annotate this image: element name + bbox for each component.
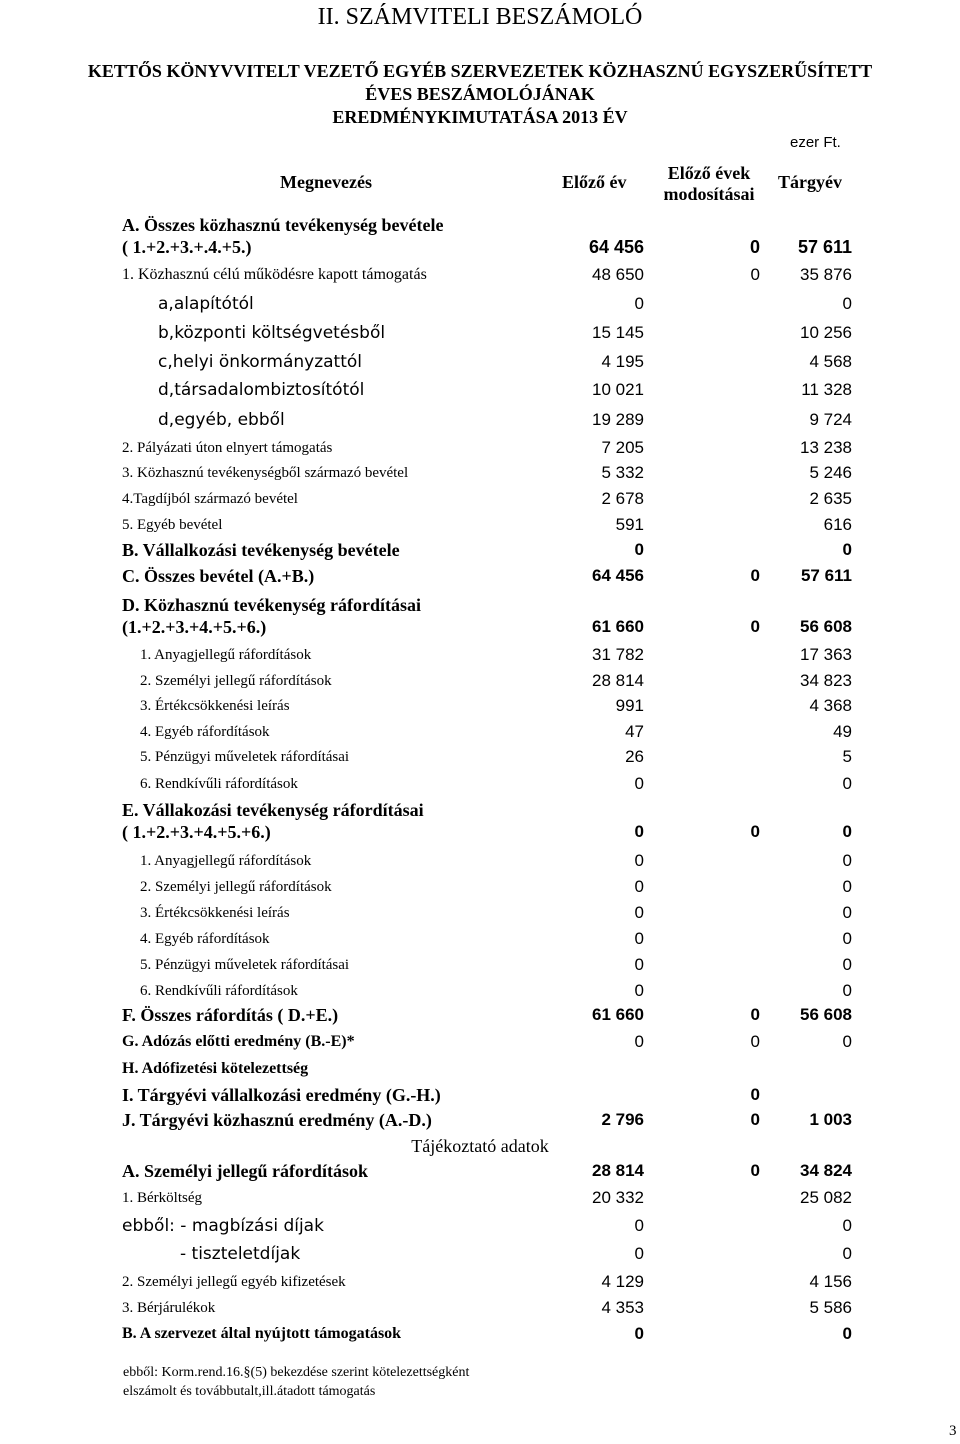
row-label [122,1322,401,1346]
row-label [122,1083,441,1107]
table-row [0,321,960,345]
value-prev: 26 [625,747,644,766]
value-prev: 10 021 [592,380,644,399]
row-label [122,214,443,258]
row-label [0,1134,960,1158]
row-label-line: 1. Anyagjellegű ráfordítások [140,853,312,869]
row-label [122,594,421,638]
heading-line-3: EREDMÉNYKIMUTATÁSA 2013 ÉV [332,107,628,127]
value-cur: 17 363 [800,645,852,664]
value-cur: 5 586 [809,1298,852,1317]
value-prev: 61 660 [592,1005,644,1024]
row-label [140,772,298,796]
col-header-name: Megnevezés [280,172,372,192]
row-label-line: 5. Pénzügyi műveletek ráfordításai [140,749,350,765]
row-label [122,487,298,511]
table-row [0,461,960,485]
table-row [0,1108,960,1132]
table-row [0,1030,960,1054]
table-row [0,538,960,562]
table-row [0,487,960,511]
row-label-line: H. Adófizetési kötelezettség [122,1060,309,1077]
row-label [122,1270,346,1294]
row-label-line: 5. Pénzügyi műveletek ráfordításai [140,957,350,973]
table-row [0,513,960,537]
value-prev: 28 814 [592,1161,644,1180]
row-label [140,979,298,1003]
row-label-line: d,társadalombiztosítótól [158,380,365,400]
row-label [158,321,385,345]
row-label-line: b,központi költségvetésből [158,323,386,343]
row-label [122,461,408,485]
row-label-line: ebből: - magbízási díjak [122,1216,324,1236]
row-label-line: d,egyéb, ebből [158,410,285,430]
row-label [122,513,222,537]
row-label-line: J. Tárgyévi közhasznú eredmény (A.-D.) [122,1110,432,1130]
row-label [122,538,400,562]
row-label [140,927,270,951]
value-cur: 49 [833,722,852,741]
value-cur: 5 246 [809,463,852,482]
row-label [140,953,349,977]
table-row [0,1134,960,1158]
row-label-line: D. Közhasznú tevékenység ráfordításai [122,595,421,615]
row-label [140,694,290,718]
row-label [122,799,424,843]
unit-label: ezer Ft. [790,134,841,151]
row-label [122,1296,215,1320]
value-mod: 0 [750,265,760,284]
value-prev: 0 [634,1324,644,1343]
value-prev: 5 332 [601,463,644,482]
value-cur: 57 611 [800,566,852,585]
row-label-line: B. Vállalkozási tevékenység bevétele [122,540,400,560]
heading-line-1: KETTŐS KÖNYVVITELT VEZETŐ EGYÉB SZERVEZETEK KÖZHASZNÚ EGYSZERŰSÍTETT [87,61,873,81]
value-prev: 28 814 [592,671,644,690]
value-prev: 47 [625,722,644,741]
col-header-mod-line-1: Előző évek [667,163,751,183]
value-cur: 0 [842,851,852,870]
value-prev: 4 129 [601,1272,644,1291]
col-header-cur: Tárgyév [778,172,842,192]
table-row [0,720,960,744]
row-label [122,1159,368,1183]
value-prev: 991 [615,696,644,715]
table-row [0,849,960,873]
value-cur: 0 [842,774,852,793]
table-row [0,901,960,925]
value-mod: 0 [750,617,760,636]
table-row [0,772,960,796]
value-cur: 0 [842,1324,852,1343]
value-prev: 19 289 [592,410,644,429]
row-label-line: A. Összes közhasznú tevékenység bevétele [122,215,444,235]
row-label [140,745,349,769]
value-mod: 0 [750,1032,760,1051]
value-cur: 0 [842,929,852,948]
row-label [122,1057,308,1081]
table-row [0,1083,960,1107]
row-label [158,378,364,402]
value-cur: 0 [842,877,852,896]
table-row [0,1296,960,1320]
value-cur: 2 635 [809,489,852,508]
value-prev: 4 353 [601,1298,644,1317]
row-label-line: B. A szervezet által nyújtott támogatások [122,1325,402,1342]
value-cur: 5 [842,747,852,766]
table-row [0,408,960,432]
value-cur: 4 568 [809,352,852,371]
row-label-line: C. Összes bevétel (A.+B.) [122,566,315,586]
value-prev: 20 332 [592,1188,644,1207]
row-label-line: 3. Értékcsökkenési leírás [140,905,290,921]
value-prev: 0 [634,774,644,793]
table-row [0,594,960,638]
table-row [0,1159,960,1183]
row-label-line: 2. Személyi jellegű egyéb kifizetések [122,1274,346,1290]
value-prev: 2 678 [601,489,644,508]
row-label-line: 4. Egyéb ráfordítások [140,724,270,740]
table-row [0,1270,960,1294]
table-row [0,1186,960,1210]
row-label-line: 6. Rendkívűli ráfordítások [140,983,298,999]
table-row [0,745,960,769]
value-prev: 0 [634,851,644,870]
value-cur: 11 328 [801,380,852,399]
table-row [0,1003,960,1027]
value-cur: 0 [842,981,852,1000]
value-prev: 2 796 [601,1110,644,1129]
value-cur: 56 608 [800,617,852,636]
row-label-line: 4.Tagdíjból származó bevétel [122,491,298,507]
row-label [122,263,427,287]
row-label [140,643,311,667]
value-cur: 4 368 [809,696,852,715]
row-label [122,1003,338,1027]
value-prev: 4 195 [601,352,644,371]
row-label-line: F. Összes ráfordítás ( D.+E.) [122,1005,339,1025]
value-cur: 35 876 [800,265,852,284]
value-cur: 0 [842,955,852,974]
row-label-line: 1. Anyagjellegű ráfordítások [140,647,312,663]
row-label [122,564,314,588]
value-prev: 0 [634,822,644,841]
table-row [0,292,960,316]
row-label-line: 2. Személyi jellegű ráfordítások [140,673,332,689]
row-label-line: 1. Bérköltség [122,1190,202,1206]
col-header-prev: Előző év [562,172,627,192]
table-row [0,1057,960,1081]
row-label-line: 4. Egyéb ráfordítások [140,931,270,947]
row-label [122,1186,202,1210]
value-cur: 0 [842,1216,852,1235]
value-mod: 0 [750,1085,760,1104]
row-label-line: 3. Bérjárulékok [122,1300,216,1316]
row-label-line: - tiszteletdíjak [180,1244,301,1264]
value-prev: 0 [634,294,644,313]
row-label [140,669,332,693]
row-label-line: E. Vállakozási tevékenység ráfordításai [122,800,424,820]
row-label [140,875,332,899]
row-label-line: a,alapítótól [158,294,254,314]
value-prev: 48 650 [592,265,644,284]
table-row [0,564,960,588]
value-cur: 34 824 [800,1161,852,1180]
row-label-line: I. Tárgyévi vállalkozási eredmény (G.-H.) [122,1085,441,1105]
value-prev: 64 456 [588,237,644,257]
row-label [122,436,332,460]
value-mod: 0 [750,1161,760,1180]
table-row [0,979,960,1003]
row-label-line: 2. Személyi jellegű ráfordítások [140,879,332,895]
col-header-mod-line-2: modosításai [663,184,755,204]
value-prev: 0 [634,903,644,922]
table-row [0,643,960,667]
table-row [0,1214,960,1238]
value-prev: 61 660 [592,617,644,636]
heading-line-2: ÉVES BESZÁMOLÓJÁNAK [365,84,595,104]
value-cur: 10 256 [800,323,852,342]
value-cur: 34 823 [800,671,852,690]
row-label-line-2: (1.+2.+3.+4.+5.+6.) [122,617,267,637]
value-prev: 31 782 [592,645,644,664]
row-label-line: 1. Közhasznú célú működésre kapott támogatás [122,266,427,283]
value-prev: 0 [634,540,644,559]
row-label-line: G. Adózás előtti eredmény (B.-E)* [122,1033,355,1050]
row-label [140,901,290,925]
table-row [0,263,960,287]
value-cur: 4 156 [809,1272,852,1291]
table-row [0,927,960,951]
value-cur: 0 [842,1244,852,1263]
row-label-line: 2. Pályázati úton elnyert támogatás [122,440,333,456]
row-label [158,408,285,432]
value-prev: 591 [615,515,644,534]
row-label-line: A. Személyi jellegű ráfordítások [122,1161,368,1181]
row-label [180,1242,300,1266]
value-prev: 0 [634,1216,644,1235]
value-prev: 0 [634,929,644,948]
table-row [0,875,960,899]
footnote [123,1363,469,1401]
value-cur: 0 [842,1032,852,1051]
table-row [0,953,960,977]
value-mod: 0 [749,237,760,257]
value-mod: 0 [750,566,760,585]
value-prev: 0 [634,981,644,1000]
row-label [122,1030,355,1054]
value-cur: 25 082 [800,1188,852,1207]
table-row [0,1242,960,1266]
table-row [0,669,960,693]
row-label-line: Tájékoztató adatok [411,1136,549,1156]
table-row [0,799,960,843]
footnote-line-1: ebből: Korm.rend.16.§(5) bekezdése szerint kötelezettségként [123,1365,470,1380]
table-row [0,436,960,460]
value-cur: 13 238 [800,438,852,457]
table-row [0,694,960,718]
row-label [122,1214,324,1238]
value-cur: 9 724 [809,410,852,429]
value-prev: 0 [634,1032,644,1051]
row-label-line-2: ( 1.+2.+3.+.4.+5.) [122,237,252,257]
table-row [0,214,960,258]
value-cur: 56 608 [800,1005,852,1024]
row-label [140,849,311,873]
value-cur: 0 [842,294,852,313]
value-cur: 0 [842,822,852,841]
row-label-line: 6. Rendkívűli ráfordítások [140,776,298,792]
table-row [0,378,960,402]
row-label [158,350,362,374]
value-mod: 0 [750,822,760,841]
row-label [158,292,254,316]
value-cur: 0 [842,540,852,559]
footnote-line-2: elszámolt és továbbutalt,ill.átadott támogatás [123,1384,376,1399]
value-mod: 0 [750,1005,760,1024]
table-row [0,350,960,374]
row-label [140,720,270,744]
value-prev: 64 456 [592,566,644,585]
value-mod: 0 [750,1110,760,1129]
page-number: 3 [949,1423,957,1439]
value-prev: 15 145 [592,323,644,342]
row-label-line: 3. Közhasznú tevékenységből származó bevétel [122,465,409,481]
row-label-line: c,helyi önkormányzattól [158,352,363,372]
value-cur: 0 [842,903,852,922]
value-prev: 0 [634,1244,644,1263]
value-cur: 1 003 [809,1110,852,1129]
row-label-line-2: ( 1.+2.+3.+4.+5.+6.) [122,822,271,842]
value-cur: 57 611 [797,237,852,257]
value-cur: 616 [823,515,852,534]
document-title: II. SZÁMVITELI BESZÁMOLÓ [317,4,643,30]
table-row [0,1322,960,1346]
value-prev: 0 [634,877,644,896]
row-label-line: 5. Egyéb bevétel [122,517,223,533]
row-label [122,1108,432,1132]
row-label-line: 3. Értékcsökkenési leírás [140,698,290,714]
value-prev: 7 205 [601,438,644,457]
value-prev: 0 [634,955,644,974]
